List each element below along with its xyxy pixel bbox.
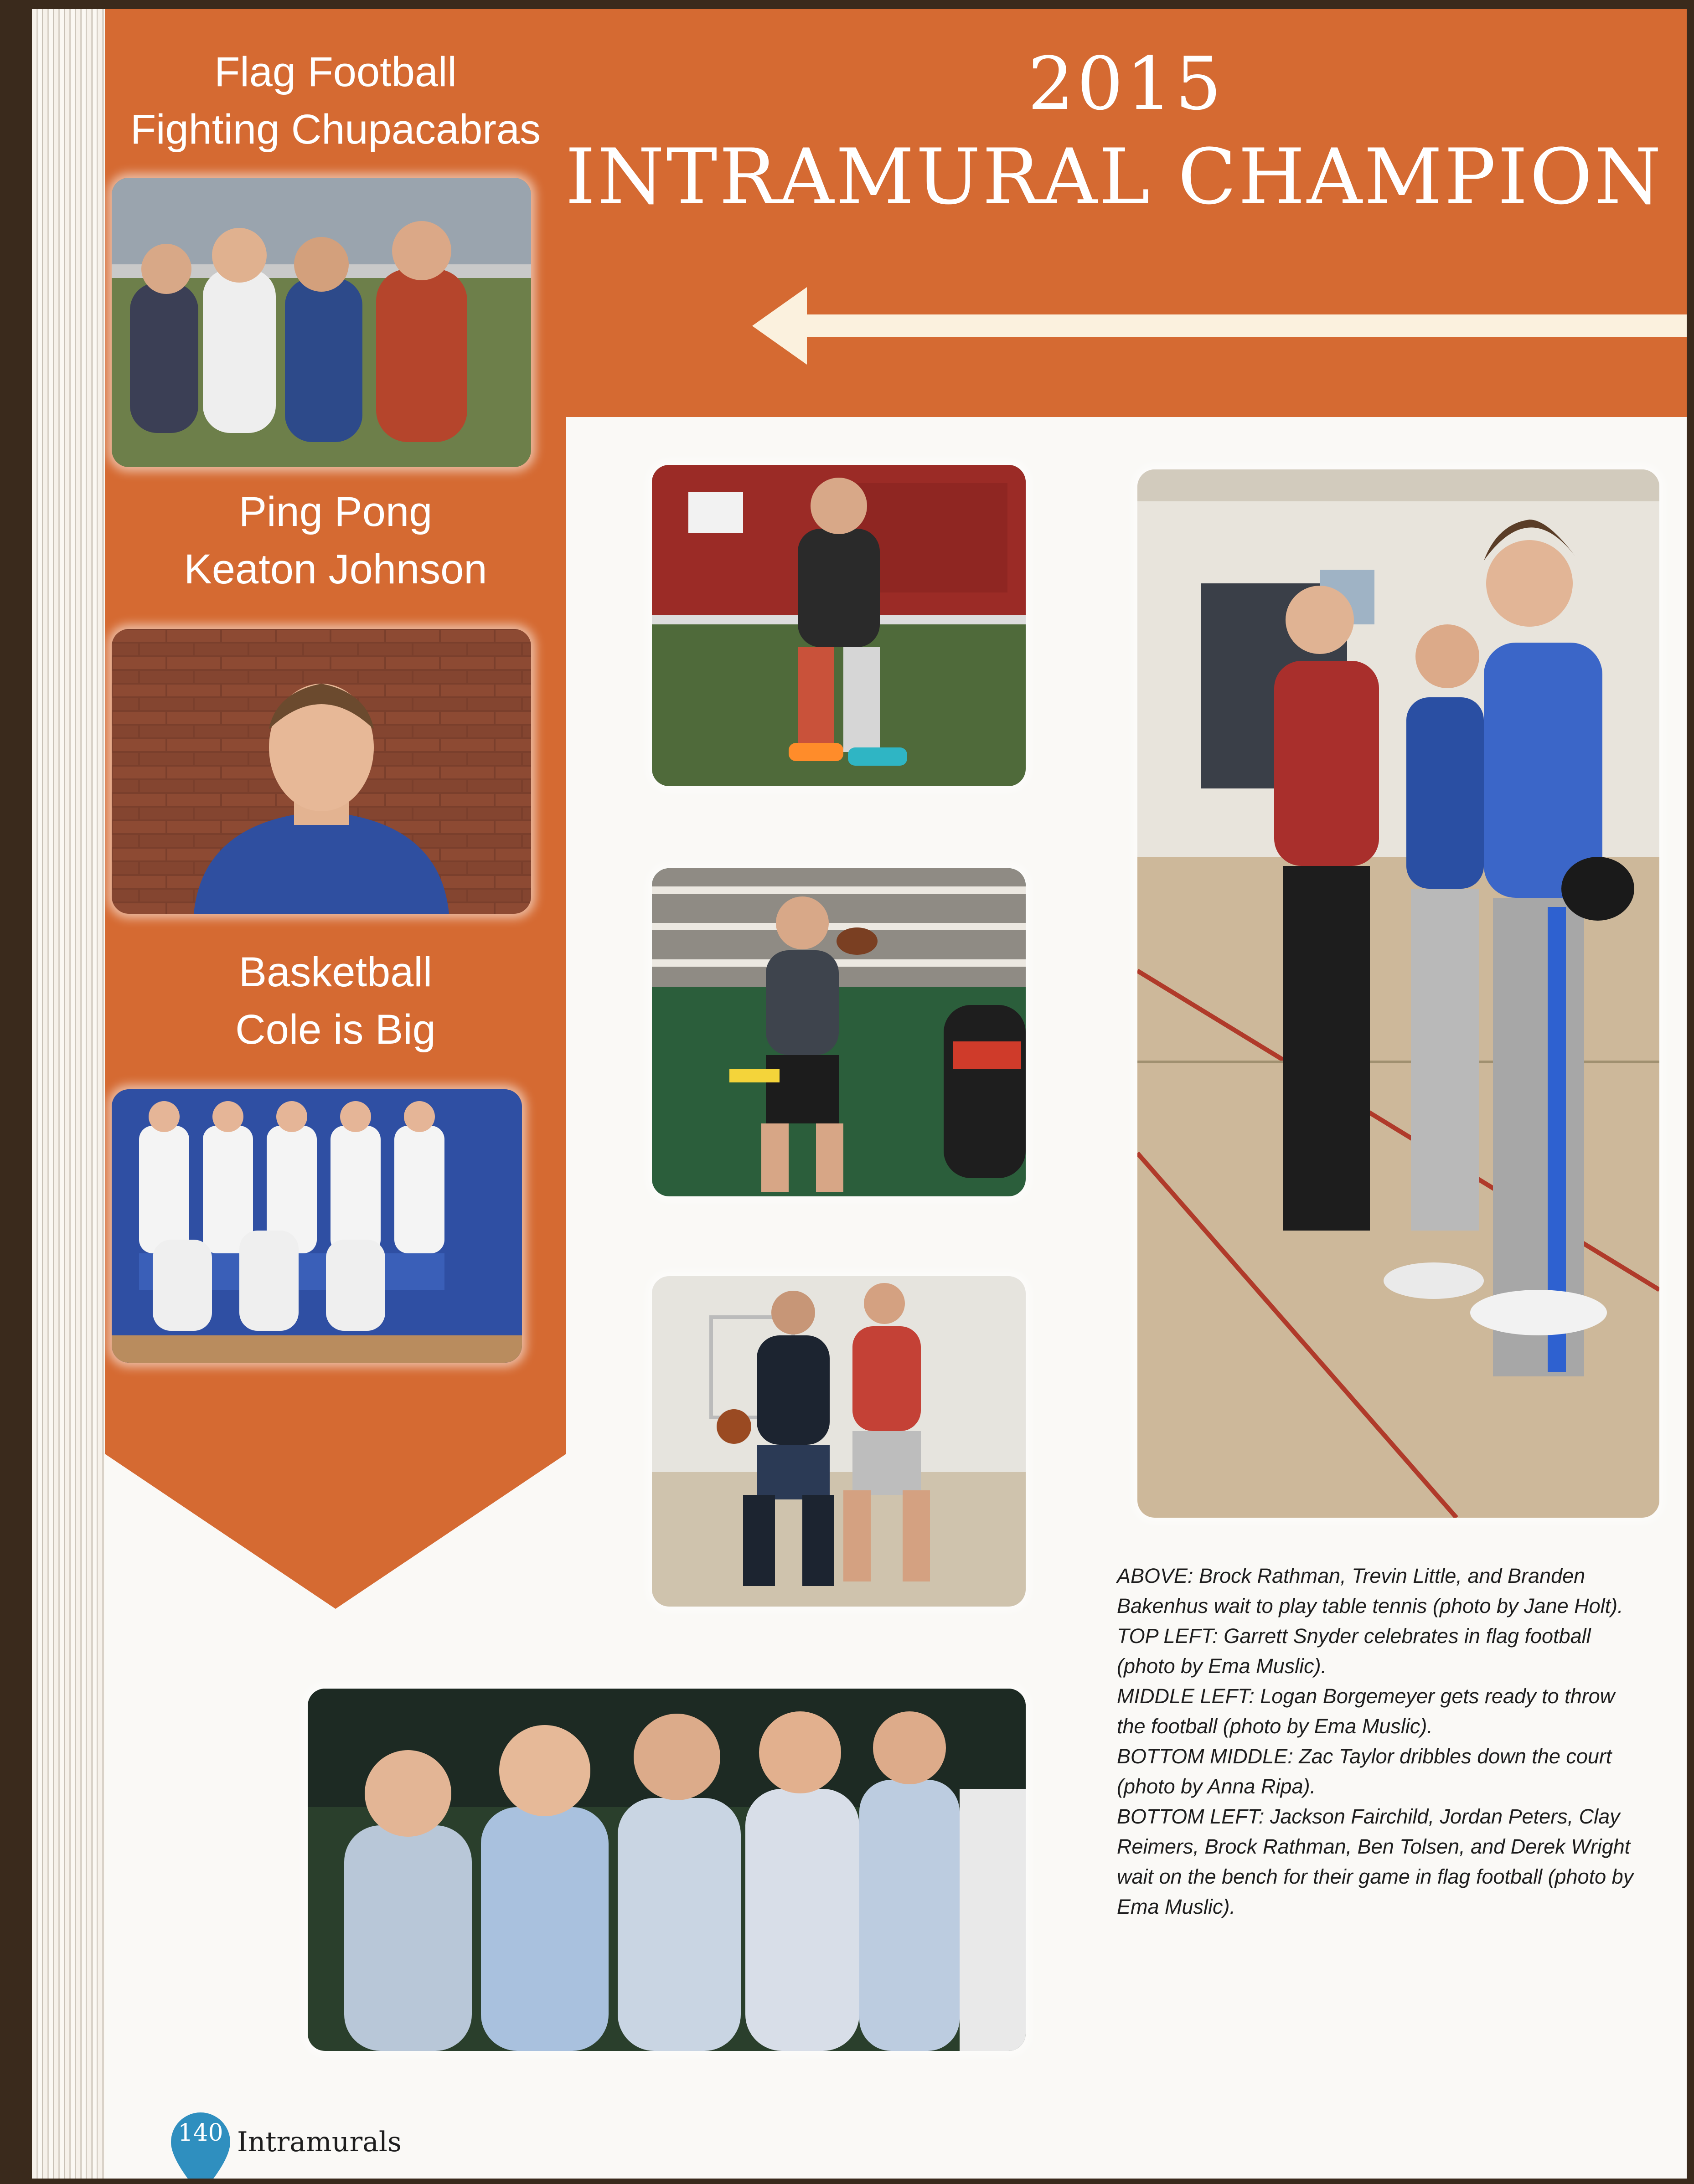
caption-bottom-middle: BOTTOM MIDDLE: Zac Taylor dribbles down the court (photo by Anna Ripa).	[1117, 1745, 1612, 1798]
photo-basketball-team	[112, 1089, 522, 1363]
category-title-flag-football	[105, 43, 566, 158]
category-sport: Basketball	[238, 949, 433, 995]
caption-top-left: TOP LEFT: Garrett Snyder celebrates in flag football (photo by Ema Muslic).	[1117, 1624, 1591, 1678]
caption-middle-left: MIDDLE LEFT: Logan Borgemeyer gets ready to throw the football (photo by Ema Muslic).	[1117, 1684, 1615, 1738]
section-name: Intramurals	[237, 2126, 402, 2158]
category-champion: Fighting Chupacabras	[130, 106, 541, 153]
caption-above: ABOVE: Brock Rathman, Trevin Little, and Branden Bakenhus wait to play table tennis (photo by Jane Holt).	[1117, 1564, 1623, 1617]
sidebar-banner-point	[105, 1454, 566, 1609]
photo-ping-pong-champion	[112, 629, 531, 914]
category-champion: Keaton Johnson	[184, 546, 487, 592]
photo-bottom-left-bench	[308, 1689, 1026, 2051]
photo-top-left-flag-football	[652, 465, 1026, 786]
page-number: 140	[178, 2119, 223, 2147]
left-arrow-icon	[748, 283, 1687, 369]
photo-above-table-tennis	[1137, 469, 1659, 1518]
photo-caption	[1117, 1561, 1641, 1922]
caption-bottom-left: BOTTOM LEFT: Jackson Fairchild, Jordan Peters, Clay Reimers, Brock Rathman, Ben Tolsen, and Derek Wright wait on the bench for their game in flag football (photo by Ema Muslic).	[1117, 1805, 1634, 1918]
category-sport: Flag Football	[214, 49, 457, 95]
title-year: 2015	[1028, 41, 1224, 126]
photo-middle-left-flag-football	[652, 868, 1026, 1196]
photo-bottom-middle-basketball	[652, 1276, 1026, 1607]
category-title-ping-pong	[105, 483, 566, 598]
photo-flag-football-team	[112, 178, 531, 467]
category-champion: Cole is Big	[235, 1006, 436, 1053]
book-page-edges	[32, 9, 114, 2179]
category-title-basketball	[105, 943, 566, 1058]
title-main: INTRAMURAL CHAMPION	[565, 132, 1663, 221]
category-sport: Ping Pong	[238, 489, 433, 535]
yearbook-page	[105, 9, 1687, 2179]
